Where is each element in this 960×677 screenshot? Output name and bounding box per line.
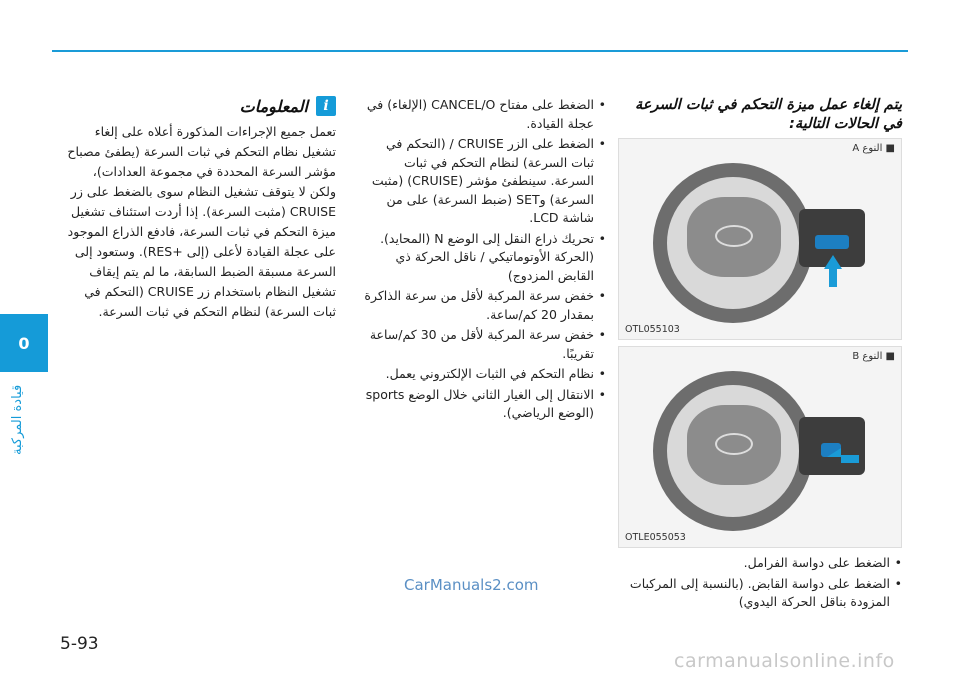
figure-type-a [618,138,902,340]
arrow-stem-icon [841,455,859,463]
info-body: تعمل جميع الإجراءات المذكورة أعلاه على إلغاء تشغيل نظام التحكم في ثبات السرعة (يطفئ مصباح مؤشر السرعة المحددة في مجموعة العدادات)، ولكن لا يتوقف تشغيل النظام سوى بالضغط على زر CRUISE (مثبت السرعة). إذا أردت استئناف تشغيل ميزة التحكم في ثبات السرعة، فادفع الذراع الموجود على عجلة القيادة لأعلى (إلى +RES). وستعود إلى السرعة مسبقة الضبط السابقة، ما لم يتم إيقاف تشغيل النظام باستخدام زر CRUISE (التحكم في ثبات السرعة) لنظام التحكم في ثبات السرعة. [67,124,336,319]
list-item: • الضغط على دواسة الفرامل. [620,554,902,573]
figure-a-code: OTL055103 [625,324,680,335]
brand-logo-icon [715,433,753,455]
chapter-label: قيادة المركبة [10,384,25,456]
list-item: • الضغط على مفتاح CANCEL/O (الإلغاء) في عجلة القيادة. [360,96,606,133]
arrow-stem-icon [829,269,837,287]
section-heading: يتم إلغاء عمل ميزة التحكم في ثبات السرعة في الحالات التالية: [635,97,902,132]
cancel-button-highlight-icon [815,235,849,249]
middle-bullet-list [360,96,606,423]
list-item: • خفض سرعة المركبة لأقل من سرعة الذاكرة بمقدار 20 كم/ساعة. [360,287,606,324]
list-item: • الضغط على الزر CRUISE / (التحكم في ثبات السرعة) لنظام التحكم في ثبات السرعة. سينطفئ مؤشر (CRUISE) (مثبت السرعة) وSET (ضبط السرعة) على من شاشة LCD. [360,135,606,228]
list-item: • نظام التحكم في الثبات الإلكتروني يعمل. [360,365,606,384]
list-item: • خفض سرعة المركبة لأقل من 30 كم/ساعة تقريبًا. [360,326,606,363]
info-header [64,96,336,116]
brand-logo-icon [715,225,753,247]
info-box [64,96,336,322]
figure-b-caption: ■ النوع B [852,351,895,362]
header-rule [52,50,908,52]
footer-watermark: carmanualsonline.info [674,650,895,672]
chapter-tab[interactable] [0,314,48,372]
page-number: 5-93 [60,634,99,654]
right-bullet-list [620,554,902,612]
figure-type-b [618,346,902,548]
list-item: • تحريك ذراع النقل إلى الوضع N (المحايد). (الحركة الأوتوماتيكي / ناقل الحركة ذي القابض المزدوج) [360,230,606,286]
middle-column [360,96,606,425]
chapter-number: 0 [18,333,30,353]
arrow-up-icon [824,255,842,269]
figure-b-code: OTLE055053 [625,532,686,543]
list-item: • الضغط على دواسة القابض. (بالنسبة إلى المركبات المزودة بناقل الحركة اليدوي) [620,575,902,612]
watermark-link[interactable]: CarManuals2.com [404,576,539,594]
right-column [620,96,902,614]
info-title: المعلومات [239,96,308,116]
arrow-left-icon [827,448,841,457]
info-icon: i [316,96,336,116]
figure-a-caption: ■ النوع A [852,143,895,154]
list-item: • الانتقال إلى الغيار الثاني خلال الوضع sports (الوضع الرياضي). [360,386,606,423]
